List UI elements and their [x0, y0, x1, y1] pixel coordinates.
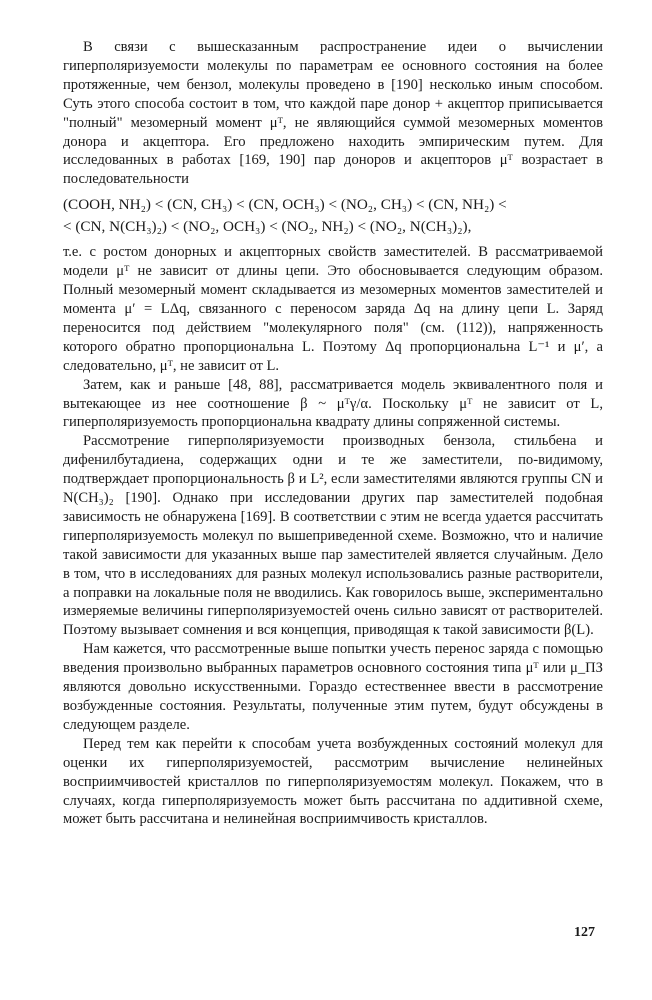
donor-acceptor-sequence-formula: [63, 194, 603, 238]
paragraph-4: Рассмотрение гиперполяризуемости производных бензола, стильбена и дифенилбутадиена, содержащих одни и те же заместители, по-видимому, подтверждает пропорциональность β и L², если заместителями являются группы CN и N(CH₃)₂ [190]. Однако при исследовании других пар заместителей подобная зависимость не обнаружена [169]. В соответствии с этим не всегда удается рассчитать гиперполяризуемость молекул по вышеприведенной схеме. Возможно, что и наличие такой зависимости для указанных выше пар заместителей является случайным. Дело в том, что в исследованиях для разных молекул использовались разные растворители, а поправки на локальные поля не вводились. Как говорилось выше, экспериментально измеряемые величины гиперполяризуемостей очень сильно зависят от растворителей. Поэтому вызывает сомнения и вся концепция, приводящая к такой зависимости β(L).: [63, 433, 603, 639]
page-body: [63, 38, 603, 829]
paragraph-3: Затем, как и раньше [48, 88], рассматривается модель эквивалентного поля и вытекающее из нее соотношение β ~ μᵀγ/α. Поскольку μᵀ не зависит от L, гиперполяризуемость пропорциональна квадрату длины сопряженной системы.: [63, 376, 603, 431]
formula-line-1: (COOH, NH₂) < (CN, CH₃) < (CN, OCH₃) < (NO₂, CH₃) < (CN, NH₂) <: [63, 196, 507, 214]
paragraph-1: В связи с вышесказанным распространение идеи о вычислении гиперполяризуемости молекулы по параметрам ее основного состояния на более протяженные, чем бензол, молекулы проведено в [190] несколько иным способом. Суть этого способа состоит в том, что каждой паре донор + акцептор приписывается "полный" мезомерный момент μᵀ, не являющийся суммой мезомерных моментов донора и акцептора. Его предложено находить эмпирическим путем. Для исследованных в работах [169, 190] пар доноров и акцепторов μᵀ возрастает в последовательности: [63, 39, 603, 188]
formula-line-2: < (CN, N(CH₃)₂) < (NO₂, OCH₃) < (NO₂, NH₂) < (NO₂, N(CH₃)₂),: [63, 218, 472, 236]
paragraph-5: Нам кажется, что рассмотренные выше попытки учесть перенос заряда с помощью введения произвольно выбранных параметров основного состояния типа μᵀ или μ_ПЗ являются довольно искусственными. Гораздо естественнее ввести в рассмотрение возбужденные состояния. Результаты, полученные этим путем, будут обсуждены в следующем разделе.: [63, 641, 603, 733]
paragraph-2: т.е. с ростом донорных и акцепторных свойств заместителей. В рассматриваемой модели μᵀ не зависит от длины цепи. Это обосновывается следующим образом. Полный мезомерный момент складывается из мезомерных моментов заместителей и момента μ′ = LΔq, связанного с переносом заряда Δq на длину цепи L. Заряд переносится под действием "молекулярного поля" (см. (112)), напряженность которого обратно пропорциональна L. Поэтому Δq пропорциональна L⁻¹ и μ′, а следовательно, μᵀ, не зависит от L.: [63, 244, 603, 374]
paragraph-6: Перед тем как перейти к способам учета возбужденных состояний молекул для оценки их гиперполяризуемостей, рассмотрим вычисление нелинейных восприимчивостей кристаллов по гиперполяризуемостям молекул. Покажем, что в случаях, когда гиперполяризуемость может быть рассчитана по аддитивной схеме, может быть рассчитана и нелинейная восприимчивость кристаллов.: [63, 735, 603, 828]
page-number: 127: [574, 925, 595, 940]
